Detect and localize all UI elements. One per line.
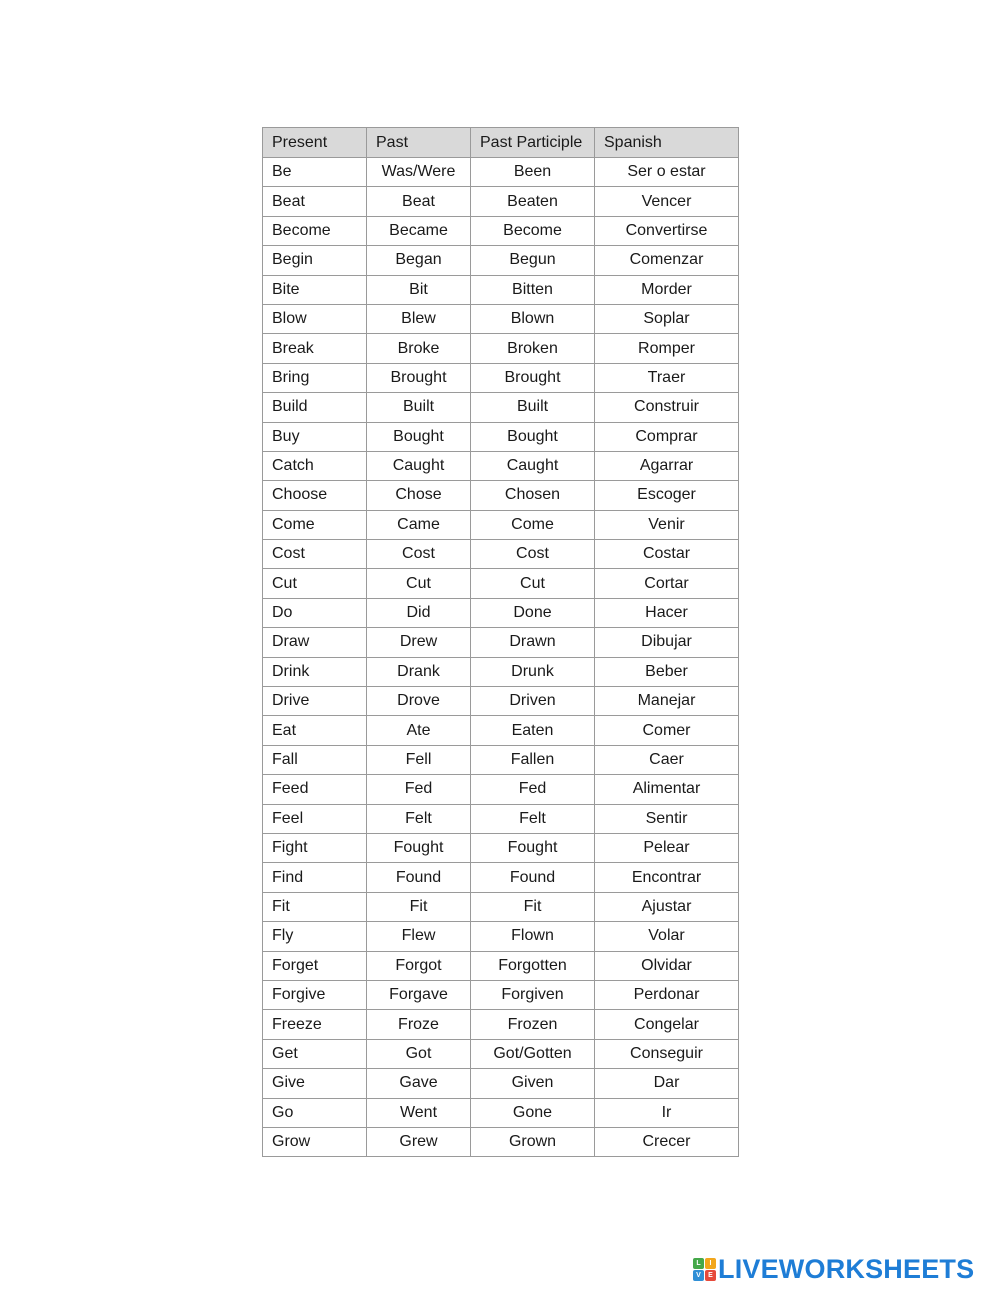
cell-past-participle: Forgiven xyxy=(471,980,595,1009)
cell-past: Got xyxy=(367,1039,471,1068)
cell-present: Get xyxy=(263,1039,367,1068)
table-row xyxy=(263,216,739,245)
table-row xyxy=(263,716,739,745)
cell-present: Drive xyxy=(263,687,367,716)
cell-spanish: Costar xyxy=(595,540,739,569)
table-row xyxy=(263,275,739,304)
cell-past: Drank xyxy=(367,657,471,686)
cell-past: Caught xyxy=(367,451,471,480)
table-row xyxy=(263,980,739,1009)
cell-past: Went xyxy=(367,1098,471,1127)
cell-past-participle: Cut xyxy=(471,569,595,598)
cell-past: Cut xyxy=(367,569,471,598)
cell-past-participle: Grown xyxy=(471,1127,595,1156)
cell-present: Catch xyxy=(263,451,367,480)
logo-text: LIVEWORKSHEETS xyxy=(718,1253,975,1284)
cell-present: Cost xyxy=(263,540,367,569)
table-row xyxy=(263,745,739,774)
cell-past-participle: Begun xyxy=(471,246,595,275)
cell-past-participle: Broken xyxy=(471,334,595,363)
cell-past: Found xyxy=(367,863,471,892)
cell-present: Forget xyxy=(263,951,367,980)
table-row xyxy=(263,363,739,392)
cell-past-participle: Fit xyxy=(471,892,595,921)
cell-past: Fed xyxy=(367,775,471,804)
cell-past-participle: Caught xyxy=(471,451,595,480)
cell-present: Forgive xyxy=(263,980,367,1009)
liveworksheets-logo xyxy=(693,1253,975,1284)
table-row xyxy=(263,1098,739,1127)
cell-spanish: Ajustar xyxy=(595,892,739,921)
table-row xyxy=(263,393,739,422)
cell-spanish: Sentir xyxy=(595,804,739,833)
cell-spanish: Pelear xyxy=(595,833,739,862)
table-row xyxy=(263,863,739,892)
cell-spanish: Morder xyxy=(595,275,739,304)
cell-present: Cut xyxy=(263,569,367,598)
table-row xyxy=(263,1039,739,1068)
cell-spanish: Congelar xyxy=(595,1010,739,1039)
cell-present: Grow xyxy=(263,1127,367,1156)
table-row xyxy=(263,334,739,363)
cell-spanish: Agarrar xyxy=(595,451,739,480)
cell-spanish: Construir xyxy=(595,393,739,422)
cell-present: Do xyxy=(263,598,367,627)
cell-past-participle: Forgotten xyxy=(471,951,595,980)
cell-spanish: Beber xyxy=(595,657,739,686)
cell-past-participle: Fought xyxy=(471,833,595,862)
table-row xyxy=(263,246,739,275)
table-row xyxy=(263,540,739,569)
cell-past: Flew xyxy=(367,922,471,951)
table-row xyxy=(263,304,739,333)
cell-present: Build xyxy=(263,393,367,422)
cell-spanish: Venir xyxy=(595,510,739,539)
cell-spanish: Hacer xyxy=(595,598,739,627)
cell-past-participle: Flown xyxy=(471,922,595,951)
table-row xyxy=(263,833,739,862)
cell-past: Forgot xyxy=(367,951,471,980)
cell-past-participle: Beaten xyxy=(471,187,595,216)
cell-past: Cost xyxy=(367,540,471,569)
table-row xyxy=(263,804,739,833)
table-row xyxy=(263,569,739,598)
cell-spanish: Manejar xyxy=(595,687,739,716)
cell-spanish: Conseguir xyxy=(595,1039,739,1068)
table-row xyxy=(263,657,739,686)
cell-present: Beat xyxy=(263,187,367,216)
header-present: Present xyxy=(263,128,367,158)
cell-past-participle: Driven xyxy=(471,687,595,716)
table-row xyxy=(263,892,739,921)
cell-past: Broke xyxy=(367,334,471,363)
cell-present: Fight xyxy=(263,833,367,862)
cell-present: Become xyxy=(263,216,367,245)
cell-present: Come xyxy=(263,510,367,539)
cell-spanish: Crecer xyxy=(595,1127,739,1156)
table-row xyxy=(263,775,739,804)
table-header-row xyxy=(263,128,739,158)
cell-present: Feed xyxy=(263,775,367,804)
cell-present: Find xyxy=(263,863,367,892)
table-row xyxy=(263,481,739,510)
cell-past: Chose xyxy=(367,481,471,510)
cell-spanish: Comprar xyxy=(595,422,739,451)
cell-spanish: Ser o estar xyxy=(595,158,739,187)
cell-past-participle: Frozen xyxy=(471,1010,595,1039)
cell-past: Beat xyxy=(367,187,471,216)
cell-spanish: Escoger xyxy=(595,481,739,510)
table-body xyxy=(263,158,739,1157)
cell-present: Begin xyxy=(263,246,367,275)
cell-past-participle: Done xyxy=(471,598,595,627)
cell-past-participle: Drunk xyxy=(471,657,595,686)
cell-past-participle: Bought xyxy=(471,422,595,451)
cell-present: Fall xyxy=(263,745,367,774)
cell-past: Fell xyxy=(367,745,471,774)
cell-past-participle: Been xyxy=(471,158,595,187)
cell-past-participle: Gone xyxy=(471,1098,595,1127)
cell-past: Fought xyxy=(367,833,471,862)
cell-past: Ate xyxy=(367,716,471,745)
table-row xyxy=(263,187,739,216)
irregular-verbs-table xyxy=(262,127,739,1157)
cell-spanish: Cortar xyxy=(595,569,739,598)
cell-present: Go xyxy=(263,1098,367,1127)
table-row xyxy=(263,1069,739,1098)
cell-spanish: Comer xyxy=(595,716,739,745)
cell-present: Draw xyxy=(263,628,367,657)
cell-past-participle: Fed xyxy=(471,775,595,804)
cell-past-participle: Built xyxy=(471,393,595,422)
cell-present: Feel xyxy=(263,804,367,833)
table-row xyxy=(263,1010,739,1039)
cell-present: Give xyxy=(263,1069,367,1098)
cell-present: Buy xyxy=(263,422,367,451)
cell-past: Began xyxy=(367,246,471,275)
cell-spanish: Encontrar xyxy=(595,863,739,892)
cell-spanish: Ir xyxy=(595,1098,739,1127)
cell-spanish: Romper xyxy=(595,334,739,363)
cell-past: Drove xyxy=(367,687,471,716)
logo-mark-icon: L I V E xyxy=(693,1258,716,1281)
table-row xyxy=(263,951,739,980)
cell-present: Choose xyxy=(263,481,367,510)
cell-past-participle: Chosen xyxy=(471,481,595,510)
cell-spanish: Alimentar xyxy=(595,775,739,804)
cell-past: Fit xyxy=(367,892,471,921)
header-past: Past xyxy=(367,128,471,158)
header-spanish: Spanish xyxy=(595,128,739,158)
cell-past-participle: Found xyxy=(471,863,595,892)
cell-present: Fly xyxy=(263,922,367,951)
cell-present: Eat xyxy=(263,716,367,745)
cell-spanish: Dibujar xyxy=(595,628,739,657)
cell-present: Freeze xyxy=(263,1010,367,1039)
cell-past: Became xyxy=(367,216,471,245)
table-row xyxy=(263,628,739,657)
cell-past: Brought xyxy=(367,363,471,392)
cell-past: Was/Were xyxy=(367,158,471,187)
cell-spanish: Volar xyxy=(595,922,739,951)
cell-spanish: Dar xyxy=(595,1069,739,1098)
cell-present: Blow xyxy=(263,304,367,333)
cell-past: Came xyxy=(367,510,471,539)
cell-past: Grew xyxy=(367,1127,471,1156)
cell-past: Bought xyxy=(367,422,471,451)
cell-spanish: Soplar xyxy=(595,304,739,333)
cell-past: Forgave xyxy=(367,980,471,1009)
cell-past: Bit xyxy=(367,275,471,304)
cell-spanish: Perdonar xyxy=(595,980,739,1009)
table-row xyxy=(263,158,739,187)
cell-past-participle: Blown xyxy=(471,304,595,333)
cell-past-participle: Got/Gotten xyxy=(471,1039,595,1068)
cell-past: Did xyxy=(367,598,471,627)
cell-spanish: Vencer xyxy=(595,187,739,216)
table-row xyxy=(263,598,739,627)
cell-spanish: Olvidar xyxy=(595,951,739,980)
cell-past-participle: Drawn xyxy=(471,628,595,657)
cell-past: Built xyxy=(367,393,471,422)
cell-past: Blew xyxy=(367,304,471,333)
cell-present: Bring xyxy=(263,363,367,392)
table-row xyxy=(263,687,739,716)
cell-present: Break xyxy=(263,334,367,363)
cell-present: Be xyxy=(263,158,367,187)
cell-past-participle: Cost xyxy=(471,540,595,569)
table-row xyxy=(263,922,739,951)
cell-present: Drink xyxy=(263,657,367,686)
cell-past-participle: Become xyxy=(471,216,595,245)
cell-past: Drew xyxy=(367,628,471,657)
cell-present: Fit xyxy=(263,892,367,921)
table-row xyxy=(263,510,739,539)
cell-present: Bite xyxy=(263,275,367,304)
cell-past-participle: Bitten xyxy=(471,275,595,304)
cell-spanish: Caer xyxy=(595,745,739,774)
cell-spanish: Convertirse xyxy=(595,216,739,245)
cell-spanish: Traer xyxy=(595,363,739,392)
table-row xyxy=(263,451,739,480)
table-row xyxy=(263,422,739,451)
cell-past-participle: Felt xyxy=(471,804,595,833)
cell-past-participle: Come xyxy=(471,510,595,539)
cell-past: Felt xyxy=(367,804,471,833)
cell-past: Froze xyxy=(367,1010,471,1039)
header-past-participle: Past Participle xyxy=(471,128,595,158)
cell-past-participle: Eaten xyxy=(471,716,595,745)
cell-past-participle: Brought xyxy=(471,363,595,392)
cell-past-participle: Given xyxy=(471,1069,595,1098)
cell-spanish: Comenzar xyxy=(595,246,739,275)
cell-past-participle: Fallen xyxy=(471,745,595,774)
cell-past: Gave xyxy=(367,1069,471,1098)
table-row xyxy=(263,1127,739,1156)
